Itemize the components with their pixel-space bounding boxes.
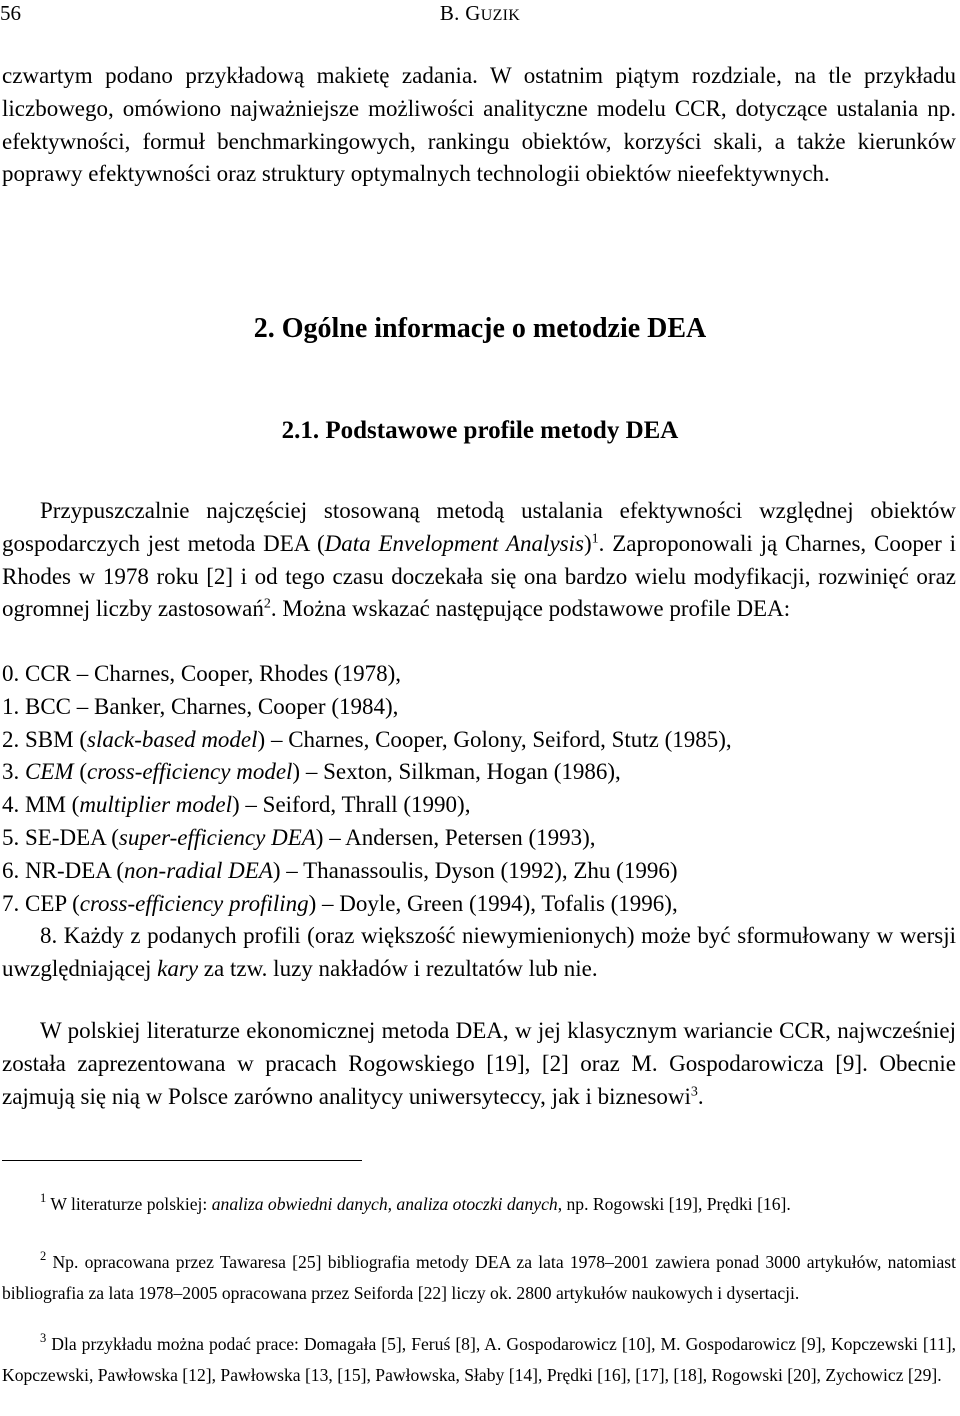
list-item-text: ) – Sexton, Silkman, Hogan (1986), [292,759,621,785]
list-item-text: 4. MM ( [2,792,80,818]
text: ) [583,530,592,556]
italic-term: analiza obwiedni danych, analiza otoczki danych [211,1194,558,1214]
text: . Zaproponowali ją Charnes, Cooper i Rhodes w 1978 roku [2] i od tego czasu doczekała się ona bardzo wielu modyfikacji, rozwinięć oraz ogromnej liczby zastosowań [2,530,956,622]
italic-term: slack-based model [87,726,258,752]
footnote-text: Np. opracowana przez Tawaresa [25] bibliografia metody DEA za lata 1978–2001 zawiera ponad 3000 artykułów, natomiast bibliografia za lata 1978–2005 opracowana przez Seiforda [22] liczy ok. 2800 artykułów naukowych i dysertacji. [2,1252,956,1303]
italic-term: non-radial DEA [124,857,273,883]
paragraph-dea-intro [2,495,956,626]
list-item [2,724,956,757]
running-head-smallcaps: UZIK [480,7,521,24]
profiles-list [2,658,956,920]
list-item-text: ) – Doyle, Green (1994), Tofalis (1996), [308,890,678,916]
footnote-1 [2,1190,956,1221]
footnote-ref-2[interactable]: 2 [263,596,271,612]
italic-term: cross-efficiency model [86,759,293,785]
list-item-text: 6. NR-DEA ( [2,857,125,883]
list-item [2,888,956,921]
list-item-text: 1. BCC – Banker, Charnes, Cooper (1984), [2,693,399,719]
footnote-text: , np. Rogowski [19], Prędki [16]. [557,1194,791,1214]
footnote-text: W literaturze polskiej: [46,1194,212,1214]
list-item-text: 7. CEP ( [2,890,80,916]
footnote-3 [2,1330,956,1389]
footnote-ref-1[interactable]: 1 [591,531,599,547]
running-head [0,0,960,29]
list-item [2,822,956,855]
section-heading: 2. Ogólne informacje o metodzie DEA [253,313,707,344]
intro-paragraph: czwartym podano przykładową makietę zadania. W ostatnim piątym rozdziale, na tle przykładu liczbowego, omówiono najważniejsze możliwości analityczne modelu CCR, dotyczące ustalania np. efektywności, formuł benchmarkingowych, rankingu obiektów, korzyści skali, a także kierunków poprawy efektywności oraz struktury optymalnych technologii obiektów nieefektywnych. [2,63,956,187]
list-item-text: ) – Andersen, Petersen (1993), [315,824,596,850]
list-item [2,789,956,822]
text: W polskiej literaturze ekonomicznej metoda DEA, w jej klasycznym wariancie CCR, najwcześniej została zaprezentowana w pracach Rogowskiego [19], [2] oraz M. Gospodarowicza [9]. Obecnie zajmują się nią w Polsce zarówno analitycy uniwersyteccy, jak i biznesowi [2,1018,956,1109]
footnote-mark: 2 [40,1249,47,1263]
footnote-text: Dla przykładu można podać prace: Domagała [5], Feruś [8], A. Gospodarowicz [10], M. Gospodarowicz [9], Kopczewski [11], Kopczewski, Pawłowska [12], Pawłowska [13, [15], Pawłowska, Słaby [14], Prędki [16], [17], [18], Rogowski [20], Zychowicz [29]. [2,1334,956,1385]
footnote-mark: 1 [40,1191,47,1205]
list-item [2,756,956,789]
list-item-8 [2,920,956,986]
italic-term: multiplier model [79,792,232,818]
list-item-text: za tzw. luzy nakładów i rezultatów lub nie. [198,955,598,981]
list-item [2,855,956,888]
list-item-text: ( [73,759,87,785]
running-head-initial: B. G [439,1,481,25]
footnote-mark: 3 [40,1331,47,1345]
list-item-text: ) – Charnes, Cooper, Golony, Seiford, Stutz (1985), [257,726,732,752]
italic-term: Data Envelopment Analysis [324,530,584,556]
list-item-text: 5. SE-DEA ( [2,824,119,850]
footnote-2 [2,1248,956,1307]
text: . Można wskazać następujące podstawowe profile DEA: [270,596,791,622]
text: Przypuszczalnie najczęściej stosowaną metodą ustalania efektywności względnej obiektów gospodarczych jest metoda DEA ( [2,498,956,556]
italic-term: kary [157,955,199,981]
italic-term: CEM [25,759,74,785]
list-item-text: 8. Każdy z podanych profili (oraz większość niewymienionych) może być sformułowany w wersji uwzględniającej [2,923,956,981]
page-number: 56 [0,1,21,25]
italic-term: super-efficiency DEA [118,824,316,850]
list-item-text: 3. [2,759,25,785]
subsection-heading: 2.1. Podstawowe profile metody DEA [281,417,679,444]
list-item [2,691,956,724]
italic-term: cross-efficiency profiling [79,890,309,916]
list-item-text: ) – Seiford, Thrall (1990), [232,792,471,818]
list-item [2,658,956,691]
list-item-text: 2. SBM ( [2,726,87,752]
paragraph-polish-literature [2,1015,956,1113]
list-item-text: ) – Thanassoulis, Dyson (1992), Zhu (1996) [272,857,678,883]
footnote-ref-3[interactable]: 3 [690,1083,698,1099]
list-item-text: 0. CCR – Charnes, Cooper, Rhodes (1978), [2,661,401,686]
text: . [697,1083,704,1109]
footnote-separator [2,1160,362,1161]
